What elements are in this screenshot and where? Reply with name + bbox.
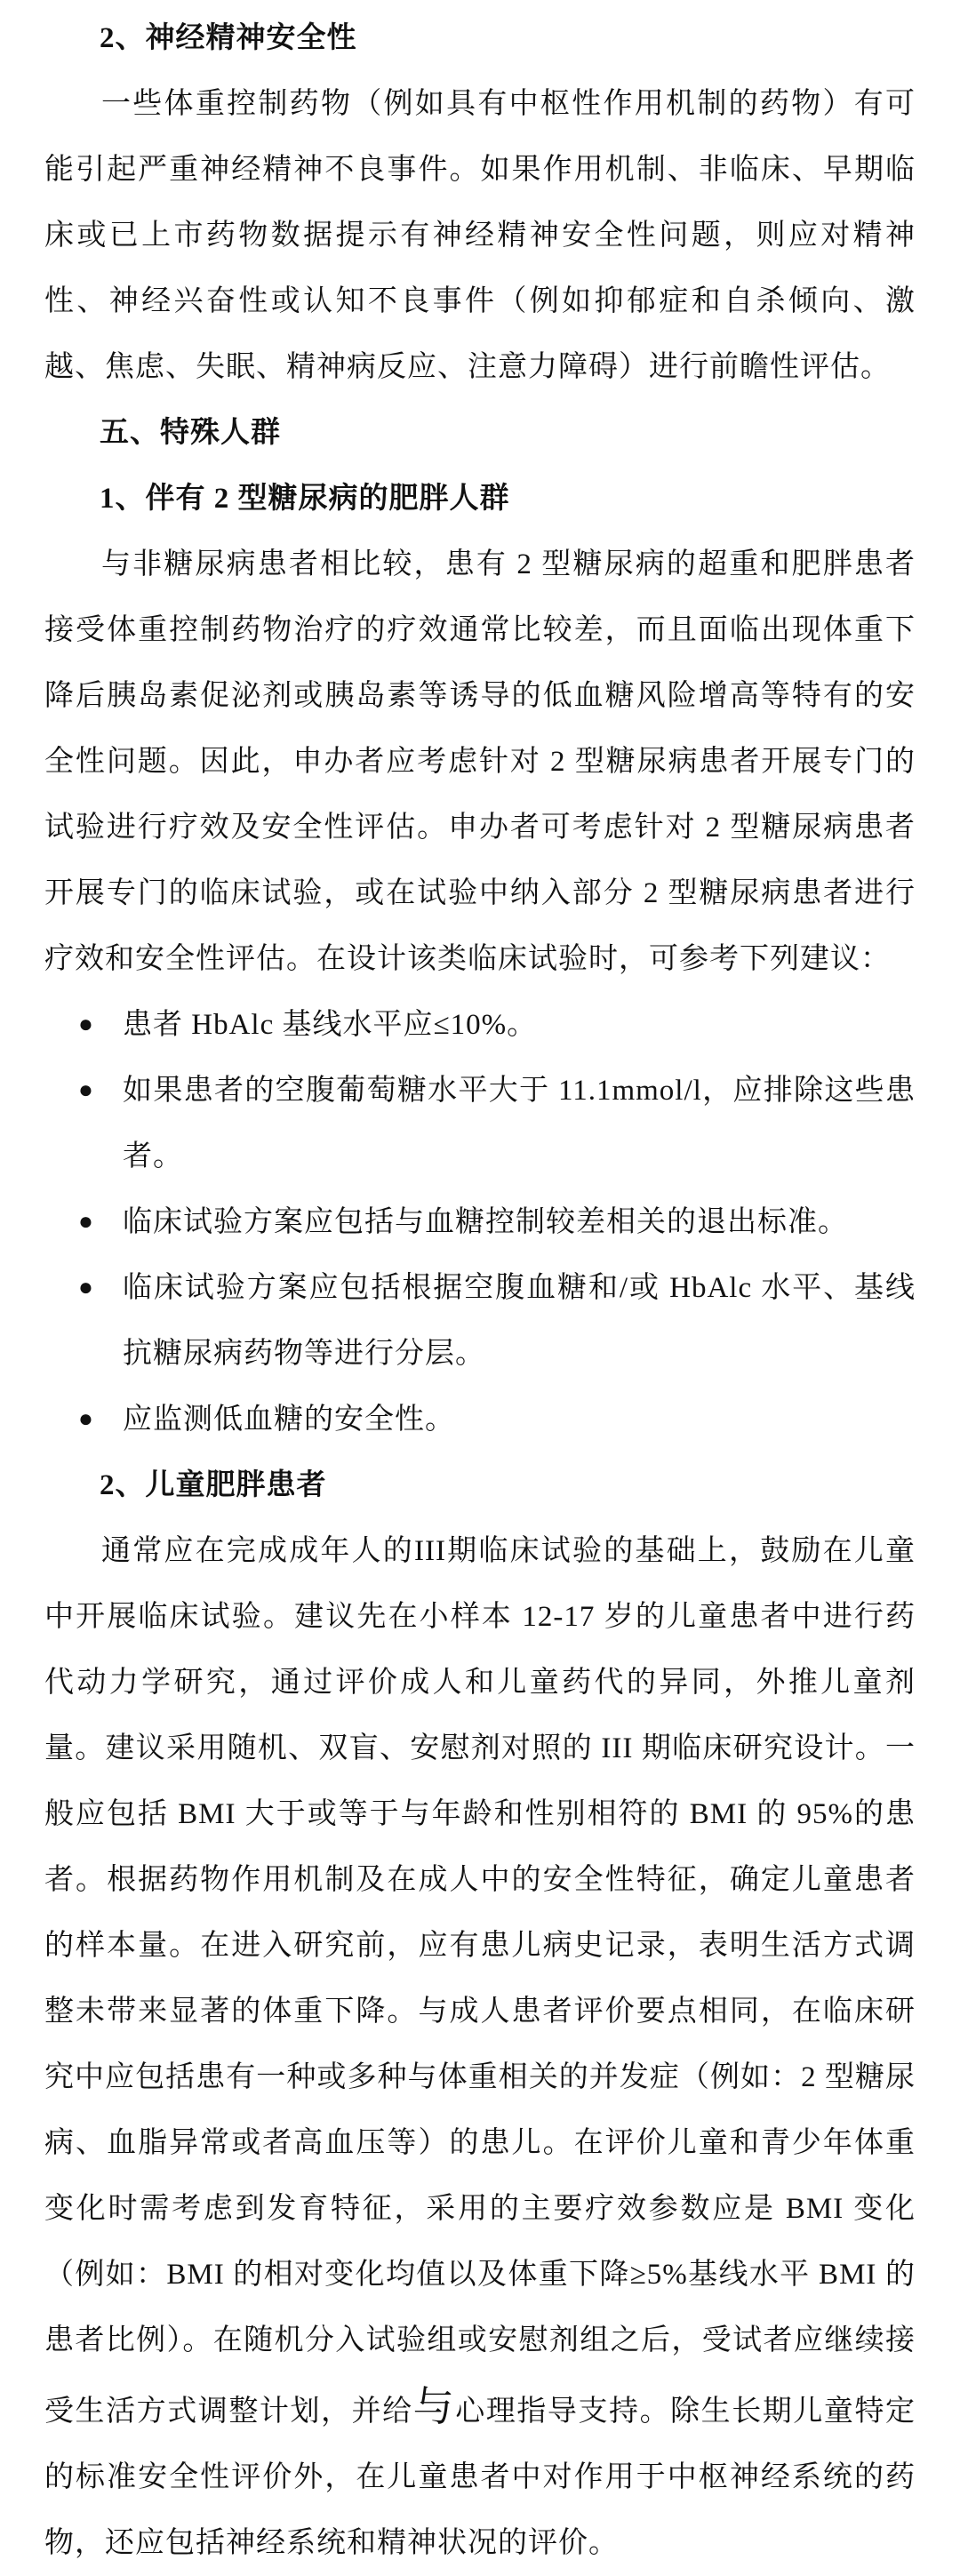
bullet-icon: ● (78, 1208, 94, 1236)
list-item (44, 1189, 916, 1255)
paragraph-pediatric-obese-patients (44, 1518, 916, 2576)
list-item (44, 992, 916, 1058)
bullet-icon: ● (78, 1011, 94, 1038)
bullet-text: 应监测低血糖的安全性。 (123, 1404, 455, 1436)
paragraph-neuropsychiatric-safety: 一些体重控制药物（例如具有中枢性作用机制的药物）有可能引起严重神经精神不良事件。如果作用机制、非临床、早期临床或已上市药物数据提示有神经精神安全性问题，则应对精神性、神经兴奋性或认知不良事件（例如抑郁症和自杀倾向、激越、焦虑、失眠、精神病反应、注意力障碍）进行前瞻性评估。 (44, 88, 916, 383)
heading-special-populations: 五、特殊人群 (100, 417, 281, 449)
bullet-text: 临床试验方案应包括与血糖控制较差相关的退出标准。 (123, 1206, 848, 1238)
bullet-text: 患者 HbAlc 基线水平应≤10%。 (123, 1009, 538, 1041)
bullet-icon: ● (78, 1274, 94, 1301)
bullet-icon: ● (78, 1076, 94, 1104)
paragraph-segment-emphasis: 与 (412, 2383, 456, 2429)
bullet-text: 如果患者的空腹葡萄糖水平大于 11.1mmol/l，应排除这些患者。 (123, 1075, 916, 1172)
paragraph-segment: 通常应在完成成年人的III期临床试验的基础上，鼓励在儿童中开展临床试验。建议先在小样本 12-17 岁的儿童患者中进行药代动力学研究，通过评价成人和儿童药代的异同，外推儿童剂量。建议采用随机、双盲、安慰剂对照的 III 期临床研究设计。一般应包括 BMI 大于或等于与年龄和性别相符的 BMI 的 95%的患者。根据药物作用机制及在成人中的安全性特征，确定儿童患者的样本量。在进入研究前，应有患儿病史记录，表明生活方式调整未带来显著的体重下降。与成人患者评价要点相同，在临床研究中应包括患有一种或多种与体重相关的并发症（例如：2 型糖尿病、血脂异常或者高血压等）的患儿。在评价儿童和青少年体重变化时需考虑到发育特征，采用的主要疗效参数应是 BMI 变化（例如：BMI 的相对变化均值以及体重下降≥5%基线水平 BMI 的患者比例）。在随机分入试验组或安慰剂组之后，受试者应继续接受生活方式调整计划，并给 (44, 1535, 916, 2428)
list-item (44, 1387, 916, 1452)
bullet-text: 临床试验方案应包括根据空腹血糖和/或 HbAlc 水平、基线抗糖尿病药物等进行分层。 (123, 1272, 916, 1370)
heading-neuropsychiatric-safety: 2、神经精神安全性 (100, 22, 357, 54)
paragraph-segment: 心理指导支持。除生长期儿童特定的标准安全性评价外，在儿童患者中对作用于中枢神经系统的药物，还应包括神经系统和精神状况的评价。 (44, 2396, 916, 2559)
bullet-icon: ● (78, 1405, 94, 1433)
heading-pediatric-obese-patients: 2、儿童肥胖患者 (100, 1469, 327, 1501)
recommendation-list (44, 992, 916, 1452)
list-item (44, 1058, 916, 1189)
heading-obese-with-t2dm: 1、伴有 2 型糖尿病的肥胖人群 (100, 483, 510, 515)
list-item (44, 1255, 916, 1387)
paragraph-obese-with-t2dm: 与非糖尿病患者相比较，患有 2 型糖尿病的超重和肥胖患者接受体重控制药物治疗的疗效通常比较差，而且面临出现体重下降后胰岛素促泌剂或胰岛素等诱导的低血糖风险增高等特有的安全性问题。因此，申办者应考虑针对 2 型糖尿病患者开展专门的试验进行疗效及安全性评估。申办者可考虑针对 2 型糖尿病患者开展专门的临床试验，或在试验中纳入部分 2 型糖尿病患者进行疗效和安全性评估。在设计该类临床试验时，可参考下列建议： (44, 548, 916, 975)
